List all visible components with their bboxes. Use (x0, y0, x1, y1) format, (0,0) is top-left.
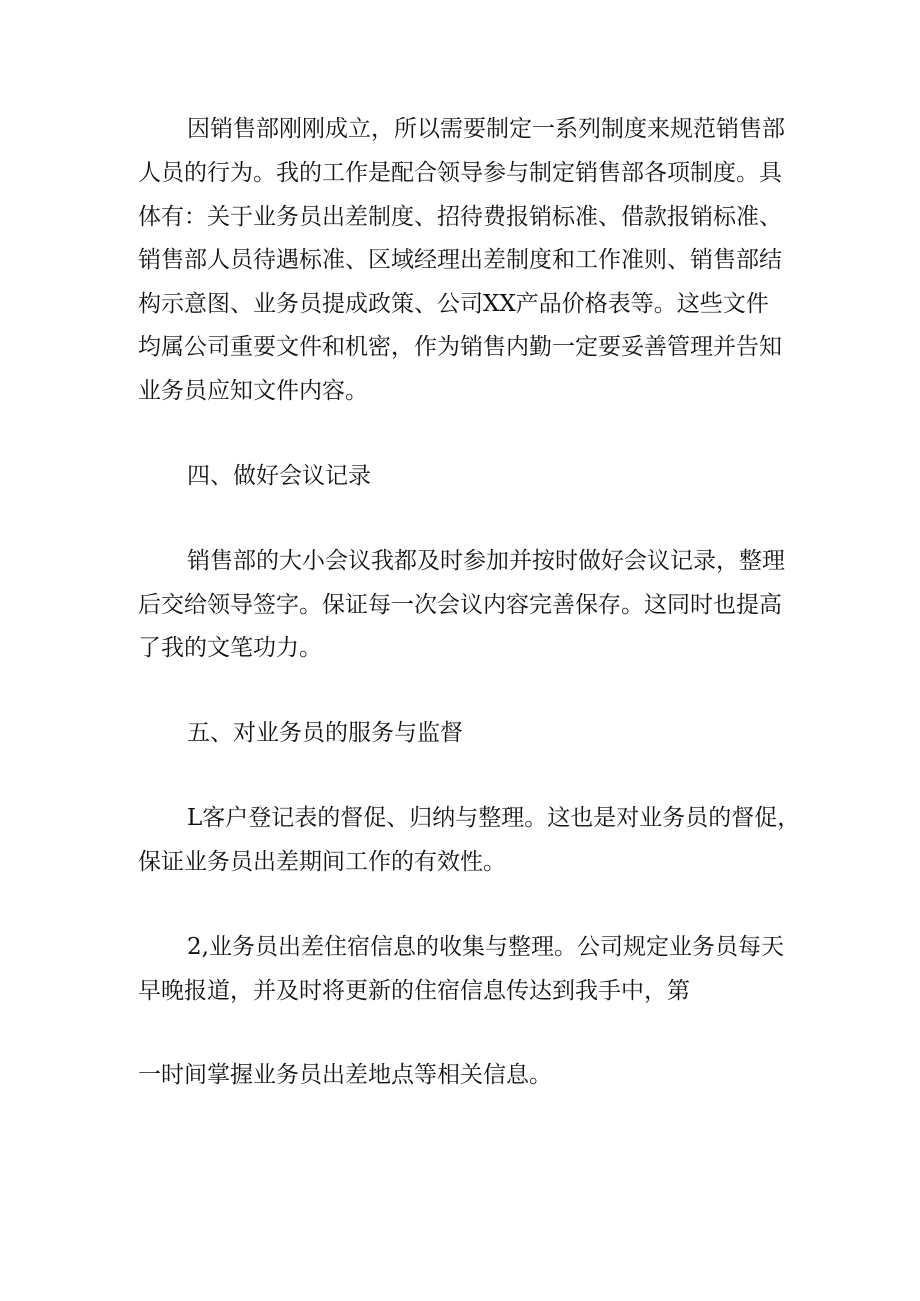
section-heading-4: 四、做好会议记录 (187, 463, 371, 489)
para5-line1: 一时间掌握业务员出差地点等相关信息。 (138, 1062, 552, 1088)
para1-line4: 销售部人员待遇标准、区域经理出差制度和工作准则、销售部结 (138, 247, 782, 273)
para2-line1: 销售部的大小会议我都及时参加并按时做好会议记录，整理 (187, 548, 785, 574)
para3-line1: L客户登记表的督促、归纳与整理。这也是对业务员的督促， (187, 805, 801, 831)
para3-line2: 保证业务员出差期间工作的有效性。 (138, 849, 506, 875)
para2-line2: 后交给领导签字。保证每一次会议内容完善保存。这同时也提高 (138, 592, 782, 618)
para1-line2: 人员的行为。我的工作是配合领导参与制定销售部各项制度。具 (138, 160, 782, 186)
para4-line2: 早晚报道，并及时将更新的住宿信息传达到我手中，第 (138, 978, 690, 1004)
para1-line6: 均属公司重要文件和机密，作为销售内勤一定要妥善管理并告知 (138, 334, 782, 360)
para1-line1: 因销售部刚刚成立，所以需要制定一系列制度来规范销售部 (187, 116, 785, 142)
para2-line3: 了我的文笔功力。 (138, 635, 322, 661)
para1-line7: 业务员应知文件内容。 (138, 378, 368, 404)
para4-line1: 2,业务员出差住宿信息的收集与整理。公司规定业务员每天 (187, 934, 784, 960)
para1-line5: 构示意图、业务员提成政策、公司XX产品价格表等。这些文件 (138, 291, 769, 317)
para1-line3: 体有：关于业务员出差制度、招待费报销标准、借款报销标准、 (138, 204, 782, 230)
section-heading-5: 五、对业务员的服务与监督 (187, 720, 463, 746)
